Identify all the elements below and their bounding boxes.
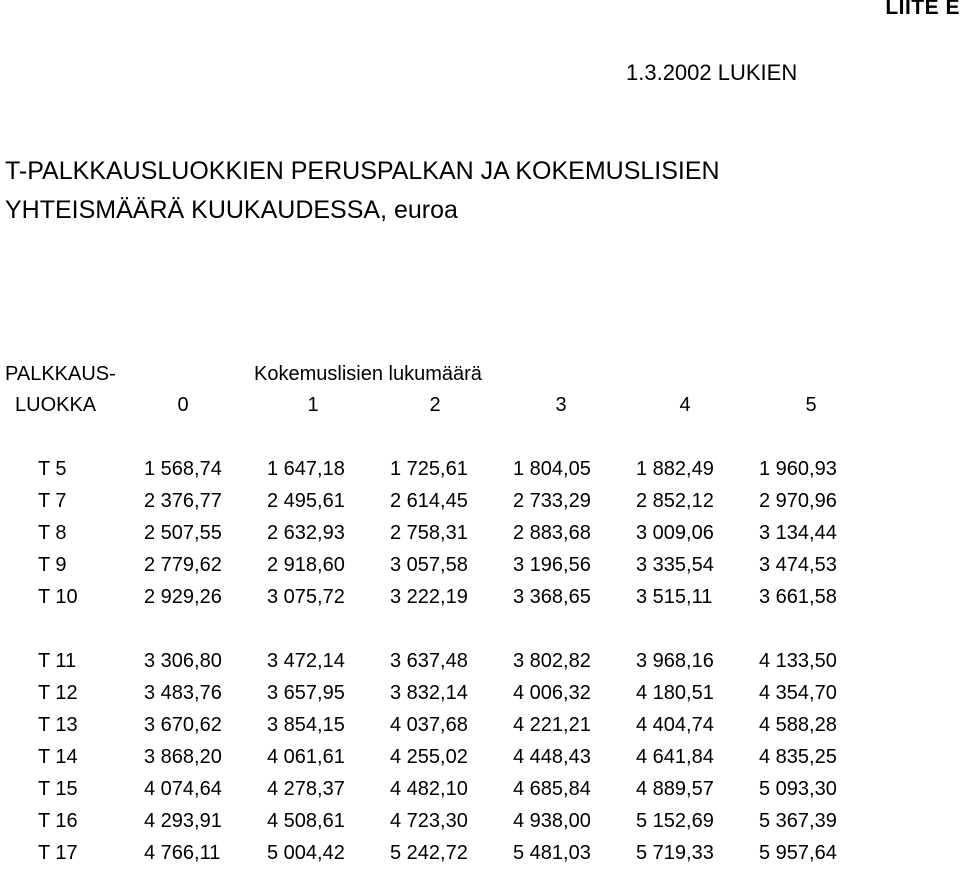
table-row (0, 773, 878, 805)
salary-value-cell: 4 641,84 (636, 745, 714, 768)
salary-value-cell: 3 868,20 (144, 745, 222, 768)
table-row (0, 805, 878, 837)
salary-value-cell: 4 061,61 (267, 745, 345, 768)
salary-value-cell: 3 474,53 (759, 553, 837, 576)
table-row (0, 517, 878, 549)
salary-value-cell: 5 957,64 (759, 841, 837, 864)
salary-class-cell: T 13 (38, 713, 78, 736)
salary-value-cell: 5 242,72 (390, 841, 468, 864)
column-number-3: 3 (555, 394, 567, 416)
salary-class-cell: T 9 (38, 553, 67, 576)
table-row (0, 741, 878, 773)
salary-class-cell: T 15 (38, 777, 78, 800)
salary-value-cell: 1 568,74 (144, 457, 222, 480)
salary-value-cell: 5 004,42 (267, 841, 345, 864)
salary-value-cell: 3 802,82 (513, 649, 591, 672)
salary-class-cell: T 10 (38, 585, 78, 608)
column-number-4: 4 (679, 394, 691, 416)
salary-value-cell: 4 938,00 (513, 809, 591, 832)
salary-value-cell: 2 632,93 (267, 521, 345, 544)
salary-value-cell: 3 134,44 (759, 521, 837, 544)
salary-value-cell: 2 883,68 (513, 521, 591, 544)
column-header-experience-count: Kokemuslisien lukumäärä (254, 363, 482, 385)
salary-value-cell: 2 733,29 (513, 489, 591, 512)
salary-value-cell: 3 968,16 (636, 649, 714, 672)
column-header-salary-class-line-2: LUOKKA (15, 394, 97, 416)
salary-value-cell: 4 354,70 (759, 681, 837, 704)
salary-value-cell: 2 758,31 (390, 521, 468, 544)
appendix-label: LIITE E (885, 0, 960, 19)
salary-value-cell: 4 278,37 (267, 777, 345, 800)
salary-value-cell: 2 495,61 (267, 489, 345, 512)
salary-value-cell: 3 009,06 (636, 521, 714, 544)
salary-value-cell: 3 196,56 (513, 553, 591, 576)
group-separator-cell (0, 613, 878, 645)
salary-value-cell: 3 832,14 (390, 681, 468, 704)
page-title-line-2: YHTEISMÄÄRÄ KUUKAUDESSA, euroa (5, 196, 458, 224)
salary-class-cell: T 8 (38, 521, 67, 544)
salary-value-cell: 4 588,28 (759, 713, 837, 736)
salary-value-cell: 2 376,77 (144, 489, 222, 512)
salary-table-body (0, 453, 878, 869)
salary-value-cell: 3 483,76 (144, 681, 222, 704)
column-number-1: 1 (307, 394, 319, 416)
salary-value-cell: 1 804,05 (513, 457, 591, 480)
salary-value-cell: 3 637,48 (390, 649, 468, 672)
effective-date: 1.3.2002 LUKIEN (626, 60, 798, 85)
salary-value-cell: 2 779,62 (144, 553, 222, 576)
salary-value-cell: 2 507,55 (144, 521, 222, 544)
salary-value-cell: 2 614,45 (390, 489, 468, 512)
salary-value-cell: 3 222,19 (390, 585, 468, 608)
table-row (0, 485, 878, 517)
table-row (0, 453, 878, 485)
group-separator (0, 613, 878, 645)
table-row (0, 549, 878, 581)
table-row (0, 645, 878, 677)
salary-value-cell: 4 255,02 (390, 745, 468, 768)
salary-value-cell: 5 093,30 (759, 777, 837, 800)
salary-value-cell: 2 970,96 (759, 489, 837, 512)
salary-value-cell: 1 882,49 (636, 457, 714, 480)
salary-value-cell: 4 889,57 (636, 777, 714, 800)
salary-value-cell: 4 133,50 (759, 649, 837, 672)
column-number-2: 2 (429, 394, 441, 416)
salary-value-cell: 3 368,65 (513, 585, 591, 608)
salary-value-cell: 3 657,95 (267, 681, 345, 704)
salary-value-cell: 5 152,69 (636, 809, 714, 832)
salary-value-cell: 4 482,10 (390, 777, 468, 800)
salary-value-cell: 5 481,03 (513, 841, 591, 864)
salary-class-cell: T 16 (38, 809, 78, 832)
salary-value-cell: 4 404,74 (636, 713, 714, 736)
salary-value-cell: 1 960,93 (759, 457, 837, 480)
salary-value-cell: 3 670,62 (144, 713, 222, 736)
table-row (0, 581, 878, 613)
salary-value-cell: 4 723,30 (390, 809, 468, 832)
table-row (0, 709, 878, 741)
salary-value-cell: 2 918,60 (267, 553, 345, 576)
salary-value-cell: 3 335,54 (636, 553, 714, 576)
salary-value-cell: 4 006,32 (513, 681, 591, 704)
salary-value-cell: 3 306,80 (144, 649, 222, 672)
salary-value-cell: 4 293,91 (144, 809, 222, 832)
salary-value-cell: 4 448,43 (513, 745, 591, 768)
salary-value-cell: 4 508,61 (267, 809, 345, 832)
salary-value-cell: 2 852,12 (636, 489, 714, 512)
column-number-5: 5 (805, 394, 817, 416)
column-header-salary-class-line-1: PALKKAUS- (5, 363, 116, 385)
salary-class-cell: T 7 (38, 489, 67, 512)
salary-value-cell: 1 725,61 (390, 457, 468, 480)
salary-value-cell: 4 766,11 (144, 841, 221, 864)
page-title-line-1: T-PALKKAUSLUOKKIEN PERUSPALKAN JA KOKEMUSLISIEN (5, 157, 720, 185)
salary-value-cell: 3 854,15 (267, 713, 345, 736)
table-row (0, 677, 878, 709)
salary-class-cell: T 5 (38, 457, 67, 480)
salary-value-cell: 5 367,39 (759, 809, 837, 832)
column-number-0: 0 (177, 394, 189, 416)
salary-value-cell: 4 835,25 (759, 745, 837, 768)
salary-value-cell: 4 221,21 (513, 713, 591, 736)
salary-table (0, 453, 878, 869)
table-row (0, 837, 878, 869)
salary-value-cell: 4 685,84 (513, 777, 591, 800)
salary-value-cell: 3 472,14 (267, 649, 345, 672)
salary-value-cell: 3 661,58 (759, 585, 837, 608)
salary-value-cell: 2 929,26 (144, 585, 222, 608)
salary-value-cell: 4 180,51 (636, 681, 714, 704)
salary-value-cell: 3 057,58 (390, 553, 468, 576)
salary-class-cell: T 14 (38, 745, 78, 768)
salary-class-cell: T 12 (38, 681, 78, 704)
salary-value-cell: 3 075,72 (267, 585, 345, 608)
salary-value-cell: 1 647,18 (267, 457, 345, 480)
salary-class-cell: T 11 (38, 649, 77, 672)
salary-value-cell: 4 037,68 (390, 713, 468, 736)
salary-value-cell: 5 719,33 (636, 841, 714, 864)
salary-value-cell: 3 515,11 (636, 585, 713, 608)
salary-class-cell: T 17 (38, 841, 78, 864)
salary-value-cell: 4 074,64 (144, 777, 222, 800)
